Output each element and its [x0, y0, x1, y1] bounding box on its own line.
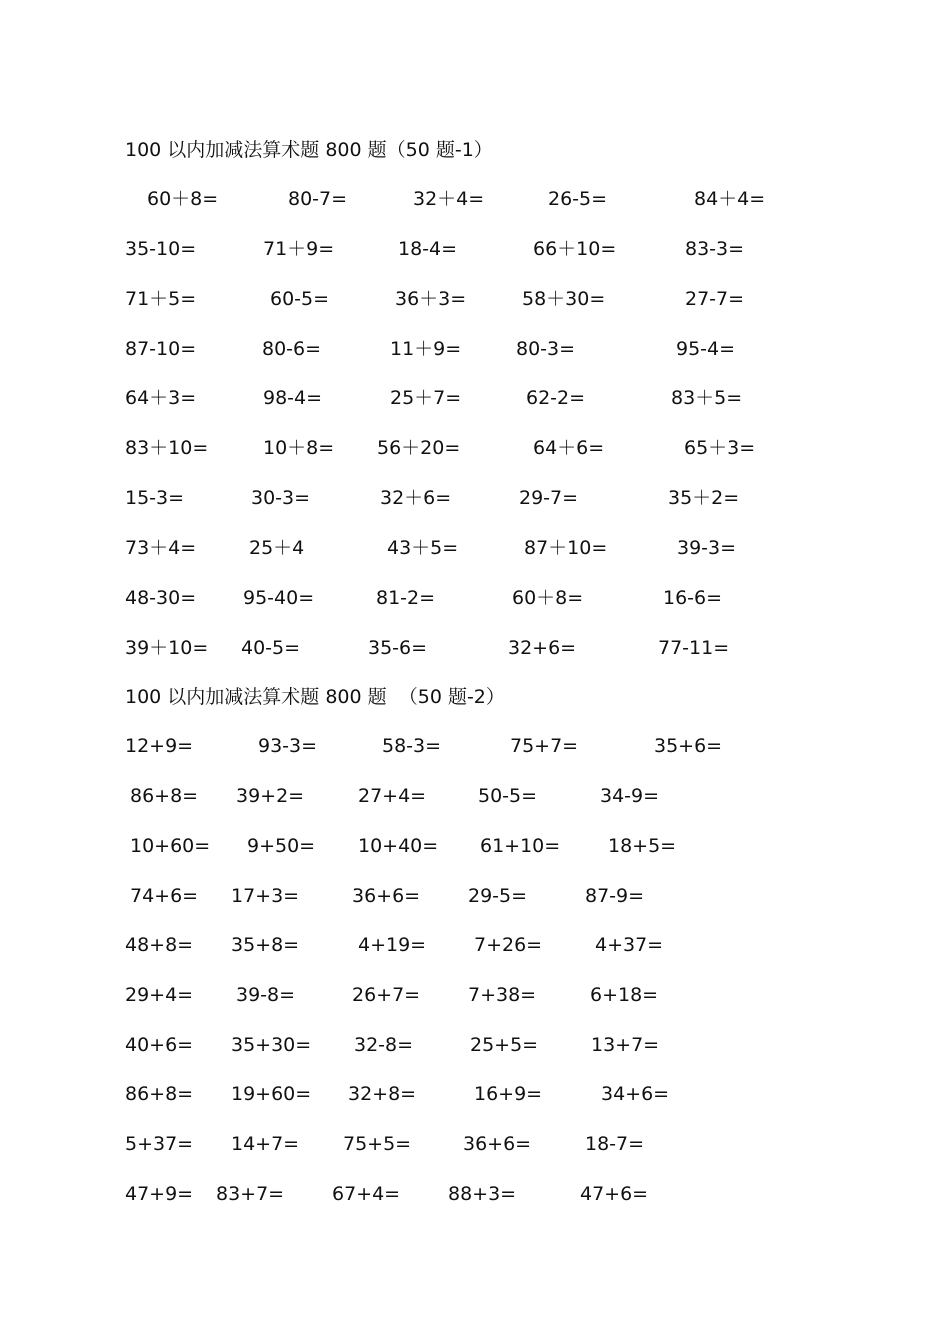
arithmetic-problem: 80-7= — [288, 188, 348, 210]
arithmetic-problem: 10+60= — [130, 835, 211, 857]
arithmetic-problem: 83-3= — [685, 238, 745, 260]
arithmetic-problem: 93-3= — [258, 735, 318, 757]
arithmetic-problem: 27+4= — [358, 785, 427, 807]
arithmetic-problem: 11＋9= — [390, 338, 462, 360]
arithmetic-problem: 19+60= — [231, 1083, 312, 1105]
arithmetic-problem: 4+19= — [358, 934, 427, 956]
arithmetic-problem: 48+8= — [125, 934, 194, 956]
arithmetic-problem: 18-7= — [585, 1133, 645, 1155]
arithmetic-problem: 39+2= — [236, 785, 305, 807]
arithmetic-problem: 32+6= — [508, 637, 577, 659]
arithmetic-problem: 81-2= — [376, 587, 436, 609]
arithmetic-problem: 5+37= — [125, 1133, 194, 1155]
arithmetic-problem: 56＋20= — [377, 437, 461, 459]
arithmetic-problem: 25＋4 — [249, 537, 305, 559]
arithmetic-problem: 35＋2= — [668, 487, 740, 509]
section-2-title: 100 以内加减法算术题 800 题 （50 题-2） — [125, 686, 505, 708]
arithmetic-problem: 35-6= — [368, 637, 428, 659]
arithmetic-problem: 75+7= — [510, 735, 579, 757]
arithmetic-problem: 35+6= — [654, 735, 723, 757]
arithmetic-problem: 60＋8= — [147, 188, 219, 210]
arithmetic-problem: 10+40= — [358, 835, 439, 857]
arithmetic-problem: 7+26= — [474, 934, 543, 956]
arithmetic-problem: 35+30= — [231, 1034, 312, 1056]
arithmetic-problem: 58＋30= — [522, 288, 606, 310]
arithmetic-problem: 83＋5= — [671, 387, 743, 409]
arithmetic-problem: 50-5= — [478, 785, 538, 807]
arithmetic-problem: 88+3= — [448, 1183, 517, 1205]
arithmetic-problem: 60-5= — [270, 288, 330, 310]
arithmetic-problem: 75+5= — [343, 1133, 412, 1155]
arithmetic-problem: 64＋6= — [533, 437, 605, 459]
arithmetic-problem: 66＋10= — [533, 238, 617, 260]
arithmetic-problem: 71＋5= — [125, 288, 197, 310]
arithmetic-problem: 29-5= — [468, 885, 528, 907]
arithmetic-problem: 83+7= — [216, 1183, 285, 1205]
arithmetic-problem: 77-11= — [658, 637, 730, 659]
arithmetic-problem: 87-9= — [585, 885, 645, 907]
arithmetic-problem: 25＋7= — [390, 387, 462, 409]
arithmetic-problem: 34-9= — [600, 785, 660, 807]
arithmetic-problem: 36+6= — [463, 1133, 532, 1155]
arithmetic-problem: 67+4= — [332, 1183, 401, 1205]
arithmetic-problem: 6+18= — [590, 984, 659, 1006]
arithmetic-problem: 25+5= — [470, 1034, 539, 1056]
arithmetic-problem: 29-7= — [519, 487, 579, 509]
arithmetic-problem: 39-8= — [236, 984, 296, 1006]
arithmetic-problem: 87＋10= — [524, 537, 608, 559]
arithmetic-problem: 83＋10= — [125, 437, 209, 459]
arithmetic-problem: 74+6= — [130, 885, 199, 907]
arithmetic-problem: 71＋9= — [263, 238, 335, 260]
arithmetic-problem: 86+8= — [125, 1083, 194, 1105]
arithmetic-problem: 16-6= — [663, 587, 723, 609]
arithmetic-problem: 10＋8= — [263, 437, 335, 459]
arithmetic-problem: 39＋10= — [125, 637, 209, 659]
arithmetic-problem: 18-4= — [398, 238, 458, 260]
arithmetic-problem: 61+10= — [480, 835, 561, 857]
arithmetic-problem: 35+8= — [231, 934, 300, 956]
arithmetic-problem: 47+9= — [125, 1183, 194, 1205]
arithmetic-problem: 27-7= — [685, 288, 745, 310]
arithmetic-problem: 64＋3= — [125, 387, 197, 409]
section-1-title: 100 以内加减法算术题 800 题（50 题-1） — [125, 139, 493, 161]
arithmetic-problem: 84＋4= — [694, 188, 766, 210]
arithmetic-problem: 9+50= — [247, 835, 316, 857]
arithmetic-problem: 16+9= — [474, 1083, 543, 1105]
arithmetic-problem: 36+6= — [352, 885, 421, 907]
arithmetic-problem: 58-3= — [382, 735, 442, 757]
arithmetic-problem: 60＋8= — [512, 587, 584, 609]
arithmetic-problem: 13+7= — [591, 1034, 660, 1056]
arithmetic-problem: 32＋6= — [380, 487, 452, 509]
arithmetic-problem: 34+6= — [601, 1083, 670, 1105]
arithmetic-problem: 86+8= — [130, 785, 199, 807]
arithmetic-problem: 80-3= — [516, 338, 576, 360]
arithmetic-problem: 39-3= — [677, 537, 737, 559]
arithmetic-problem: 7+38= — [468, 984, 537, 1006]
arithmetic-problem: 12+9= — [125, 735, 194, 757]
arithmetic-problem: 40-5= — [241, 637, 301, 659]
arithmetic-problem: 40+6= — [125, 1034, 194, 1056]
arithmetic-problem: 29+4= — [125, 984, 194, 1006]
arithmetic-problem: 4+37= — [595, 934, 664, 956]
arithmetic-problem: 17+3= — [231, 885, 300, 907]
arithmetic-problem: 32＋4= — [413, 188, 485, 210]
arithmetic-problem: 65＋3= — [684, 437, 756, 459]
arithmetic-problem: 36＋3= — [395, 288, 467, 310]
arithmetic-problem: 18+5= — [608, 835, 677, 857]
arithmetic-problem: 62-2= — [526, 387, 586, 409]
arithmetic-problem: 95-40= — [243, 587, 315, 609]
arithmetic-problem: 32+8= — [348, 1083, 417, 1105]
arithmetic-problem: 80-6= — [262, 338, 322, 360]
arithmetic-problem: 14+7= — [231, 1133, 300, 1155]
arithmetic-problem: 73＋4= — [125, 537, 197, 559]
arithmetic-problem: 98-4= — [263, 387, 323, 409]
arithmetic-problem: 15-3= — [125, 487, 185, 509]
arithmetic-problem: 35-10= — [125, 238, 197, 260]
arithmetic-problem: 32-8= — [354, 1034, 414, 1056]
arithmetic-problem: 87-10= — [125, 338, 197, 360]
arithmetic-problem: 47+6= — [580, 1183, 649, 1205]
arithmetic-problem: 95-4= — [676, 338, 736, 360]
arithmetic-problem: 30-3= — [251, 487, 311, 509]
arithmetic-problem: 43＋5= — [387, 537, 459, 559]
arithmetic-problem: 48-30= — [125, 587, 197, 609]
arithmetic-problem: 26-5= — [548, 188, 608, 210]
arithmetic-problem: 26+7= — [352, 984, 421, 1006]
